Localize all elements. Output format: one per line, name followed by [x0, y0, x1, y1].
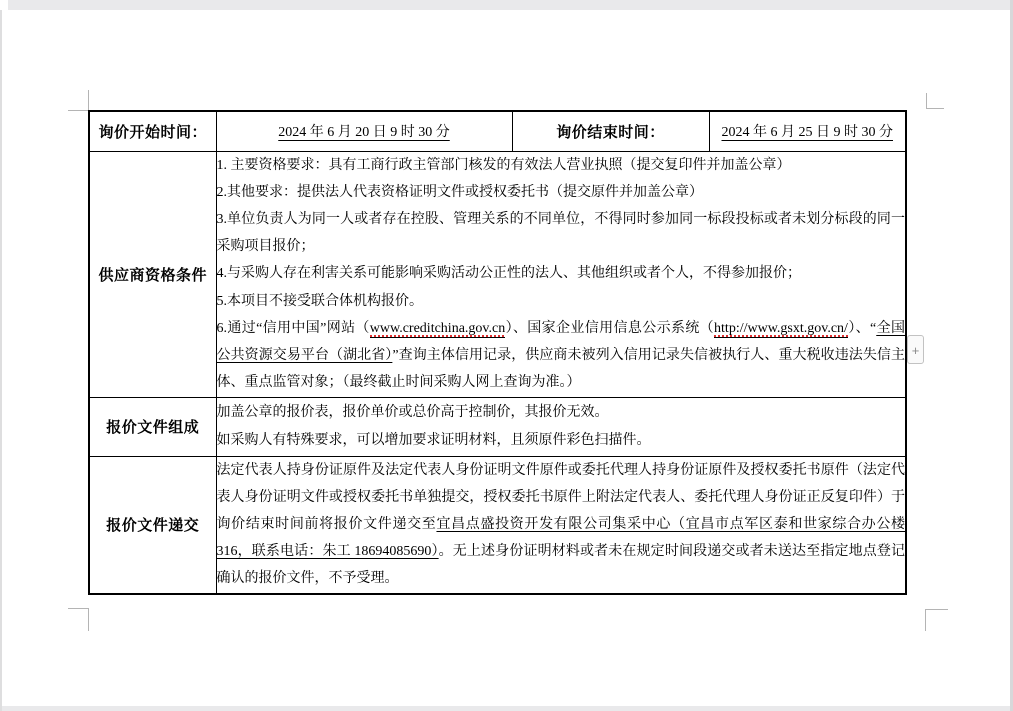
text-segment: 4.与采购人存在利害关系可能影响采购活动公正性的法人、其他组织或者个人，不得参加报价； [216, 266, 801, 282]
paragraph [217, 315, 906, 397]
quotation-submission-content[interactable] [216, 456, 906, 594]
text-segment: 如采购人有特殊要求，可以增加要求证明材料，且须原件彩色扫描件。 [216, 432, 651, 448]
underlined-text: 宜昌点盛投资开发有限公司集采中心（宜昌市点军区泰和世家综合办公楼 316，联系电话：朱工 18694085690） [216, 516, 906, 560]
paragraph [217, 288, 906, 315]
inquiry-start-time-label: 询价开始时间： [89, 111, 216, 151]
url-text: www.creditchina.gov.cn [369, 320, 506, 336]
text-segment: ）、“ [847, 320, 877, 336]
inquiry-end-time-value[interactable]: 2024 年 6 月 25 日 9 时 30 分 [709, 111, 906, 151]
paragraph [217, 179, 906, 206]
table-row-times [89, 111, 906, 151]
quotation-composition-label: 报价文件组成 [89, 397, 216, 456]
supplier-qualification-label: 供应商资格条件 [89, 151, 216, 397]
table-row-quotation-submission [89, 456, 906, 594]
insert-plus-button[interactable]: + [907, 335, 924, 364]
text-segment: 2.其他要求：提供法人代表资格证明文件或授权委托书（提交原件并加盖公章） [216, 184, 703, 200]
paragraph [217, 427, 906, 454]
text-boundary-mark-top-right [926, 93, 944, 109]
url-text: http://www.gsxt.gov.cn/ [714, 320, 848, 336]
paragraph [217, 152, 906, 179]
inquiry-start-time-value[interactable]: 2024 年 6 月 20 日 9 时 30 分 [216, 111, 512, 151]
text-segment: 3.单位负责人为同一人或者存在控股、管理关系的不同单位，不得同时参加同一标段投标或者未划分标段的同一采购项目报价； [216, 211, 905, 255]
text-boundary-mark-top-left [68, 90, 89, 111]
paragraph [217, 457, 906, 593]
page-edge-left [0, 10, 2, 711]
text-boundary-mark-bottom-right [925, 609, 948, 631]
quotation-composition-content[interactable] [216, 397, 906, 456]
text-segment: 5.本项目不接受联合体机构报价。 [216, 293, 423, 309]
table-row-supplier-qualification [89, 151, 906, 397]
paragraph [217, 260, 906, 287]
page-edge-top [8, 0, 1013, 10]
inquiry-end-time-label: 询价结束时间： [512, 111, 709, 151]
text-segment: 6.通过“信用中国”网站（ [216, 320, 370, 336]
underlined-text: 全国公共资源交易平台（湖北省） [216, 320, 905, 363]
inquiry-info-table [88, 110, 907, 595]
paragraph [217, 399, 906, 426]
text-segment: 法定代表人持身份证原件及法定代表人身份证明文件原件或委托代理人持身份证原件及授权委托书原件（法定代表人身份证明文件或授权委托书单独提交，授权委托书原件上附法定代表人、委托代理人身份证正反复印件）于询价结束时间前将报价文件递交至 [216, 462, 905, 532]
supplier-qualification-content[interactable] [216, 151, 906, 397]
paragraph [217, 206, 906, 260]
text-segment: 。无上述身份证明材料或者未在规定时间段递交或者未送达至指定地点登记确认的报价文件，不予受理。 [216, 544, 906, 587]
text-segment: 1. 主要资格要求：具有工商行政主管部门核发的有效法人营业执照（提交复印件并加盖公章） [216, 157, 791, 173]
page-edge-bottom [0, 706, 1013, 711]
text-segment: ”查询主体信用记录，供应商未被列入信用记录失信被执行人、重大税收违法失信主体、重点监管对象；（最终截止时间采购人网上查询为准。） [216, 348, 905, 391]
text-segment: ）、国家企业信用信息公示系统（ [505, 320, 715, 336]
quotation-submission-label: 报价文件递交 [89, 456, 216, 594]
table-row-quotation-composition [89, 397, 906, 456]
text-boundary-mark-bottom-left [68, 608, 89, 631]
text-segment: 加盖公章的报价表，报价单价或总价高于控制价，其报价无效。 [216, 405, 609, 421]
